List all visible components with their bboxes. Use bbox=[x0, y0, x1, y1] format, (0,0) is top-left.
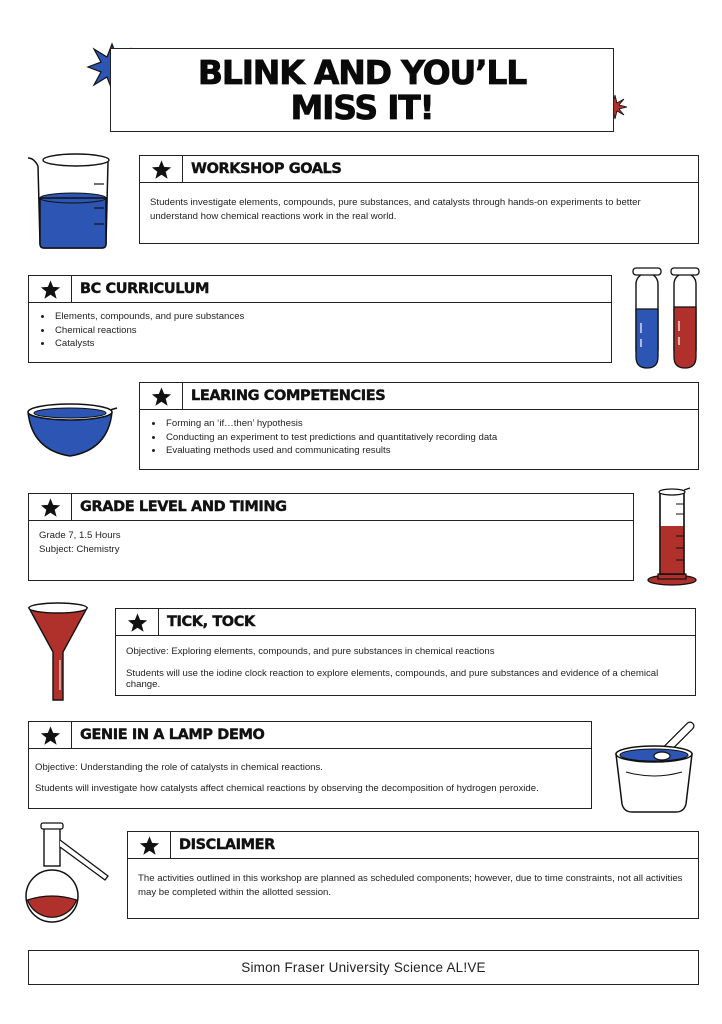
evaporating-dish-icon bbox=[24, 400, 120, 462]
tick-tock-heading: TICK, TOCK bbox=[167, 614, 255, 630]
workshop-goals-header bbox=[139, 155, 699, 183]
genie-text: Students will investigate how catalysts affect chemical reactions by observing the decomposition of hydrogen peroxide. bbox=[35, 782, 539, 794]
competencies-heading: LEARING COMPETENCIES bbox=[191, 388, 386, 404]
genie-heading: GENIE IN A LAMP DEMO bbox=[80, 727, 265, 743]
subject-line: Subject: Chemistry bbox=[39, 543, 120, 555]
list-item: • Elements, compounds, and pure substances bbox=[53, 310, 601, 324]
bc-curriculum-header bbox=[28, 275, 612, 303]
mortar-pestle-icon bbox=[612, 716, 702, 818]
page-title bbox=[198, 55, 526, 125]
workshop-goals-body bbox=[139, 183, 699, 244]
funnel-icon bbox=[26, 600, 90, 704]
grade-level-header bbox=[28, 493, 634, 521]
graduated-cylinder-icon bbox=[646, 484, 704, 590]
tick-tock-header bbox=[115, 608, 696, 636]
tick-tock-body bbox=[115, 636, 696, 696]
title-box bbox=[110, 48, 614, 132]
genie-body bbox=[28, 749, 592, 809]
list-item: • Evaluating methods used and communicating results bbox=[164, 444, 688, 458]
workshop-goals-text: Students investigate elements, compounds, pure substances, and catalysts through hands-on experiments to better understand how chemical reactions work in the real world. bbox=[150, 197, 641, 222]
grade-level-body bbox=[28, 521, 634, 581]
star-icon bbox=[29, 276, 72, 302]
competencies-body bbox=[139, 410, 699, 470]
disclaimer-heading: DISCLAIMER bbox=[179, 837, 275, 853]
bc-curriculum-body bbox=[28, 303, 612, 363]
star-icon bbox=[140, 156, 183, 182]
competencies-list bbox=[150, 417, 688, 458]
list-item: • Chemical reactions bbox=[53, 324, 601, 338]
competencies-header bbox=[139, 382, 699, 410]
bc-curriculum-heading: BC CURRICULUM bbox=[80, 281, 210, 297]
disclaimer-body bbox=[127, 859, 699, 919]
disclaimer-text: The activities outlined in this workshop are planned as scheduled components; however, due to time constraints, not all activities may be completed within the allotted session. bbox=[138, 873, 683, 898]
test-tubes-icon bbox=[630, 265, 705, 373]
workshop-goals-heading: WORKSHOP GOALS bbox=[191, 161, 342, 177]
genie-objective: Objective: Understanding the role of catalysts in chemical reactions. bbox=[35, 762, 323, 773]
star-icon bbox=[116, 609, 159, 635]
tick-tock-text: Students will use the iodine clock reaction to explore elements, compounds, and pure substances and evidence of a chemical change. bbox=[126, 667, 659, 690]
disclaimer-header bbox=[127, 831, 699, 859]
list-item: • Conducting an experiment to test predictions and quantitatively recording data bbox=[164, 431, 688, 445]
beaker-icon bbox=[24, 148, 116, 252]
title-line-2: MISS IT! bbox=[290, 88, 434, 127]
grade-level-heading: GRADE LEVEL AND TIMING bbox=[80, 499, 287, 515]
genie-header bbox=[28, 721, 592, 749]
footer bbox=[28, 950, 699, 985]
distillation-flask-icon bbox=[24, 820, 114, 928]
title-line-1: BLINK AND YOU’LL bbox=[197, 53, 527, 92]
grade-level-line: Grade 7, 1.5 Hours bbox=[39, 530, 121, 541]
list-item: • Forming an ‘if…then’ hypothesis bbox=[164, 417, 688, 431]
star-icon bbox=[140, 383, 183, 409]
list-item: • Catalysts bbox=[53, 337, 601, 351]
footer-text: Simon Fraser University Science AL!VE bbox=[241, 960, 486, 975]
star-icon bbox=[29, 722, 72, 748]
star-icon bbox=[128, 832, 171, 858]
bc-curriculum-list bbox=[39, 310, 601, 351]
tick-tock-objective: Objective: Exploring elements, compounds, and pure substances in chemical reactions bbox=[126, 646, 495, 657]
star-icon bbox=[29, 494, 72, 520]
